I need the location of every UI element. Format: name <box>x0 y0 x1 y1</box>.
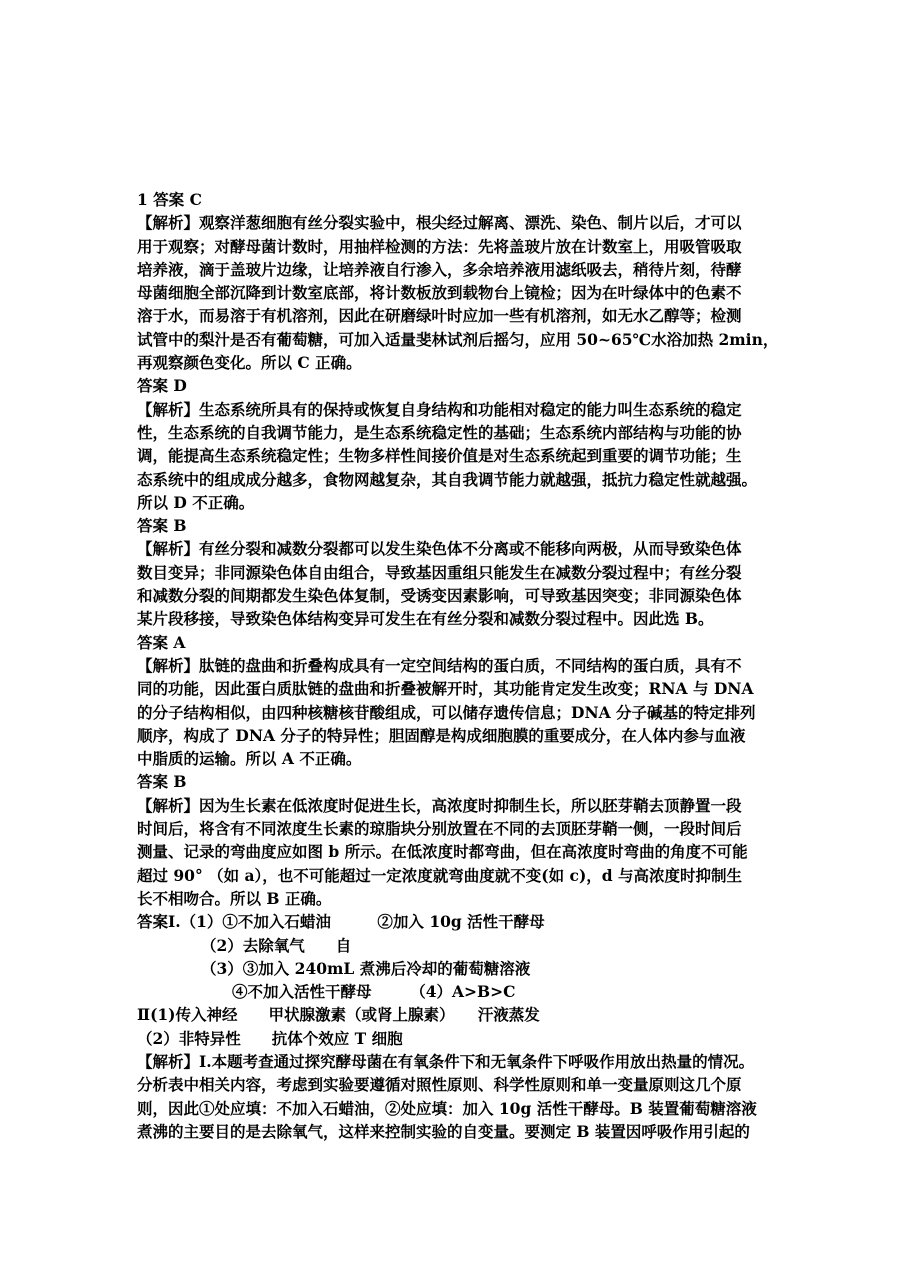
text-line: 答案 B <box>137 772 187 792</box>
text-line: 超过 90° （如 a），也不可能超过一定浓度就弯曲度就不变(如 c)，d 与高浓度时抑制生 <box>137 865 743 885</box>
text-line: 用于观察；对酵母菌计数时，用抽样检测的方法：先将盖玻片放在计数室上，用吸管吸取 <box>137 236 742 256</box>
text-line: （2）非特异性 抗体个效应 T 细胞 <box>137 1028 403 1048</box>
text-line: 再观察颜色变化。所以 C 正确。 <box>137 353 362 373</box>
text-line: 答案 B <box>137 516 187 536</box>
text-line: 时间后，将含有不同浓度生长素的琼脂块分别放置在不同的去顶胚芽鞘一侧，一段时间后 <box>137 819 742 839</box>
text-line: 长不相吻合。所以 B 正确。 <box>137 888 332 908</box>
text-line: 答案 D <box>137 376 187 396</box>
text-line: 则，因此①处应填：不加入石蜡油，②处应填：加入 10g 活性干酵母。B 装置葡萄糖溶液 <box>137 1098 757 1118</box>
text-line: （2）去除氧气 自 <box>201 935 352 955</box>
text-line: 中脂质的运输。所以 A 不正确。 <box>137 749 362 769</box>
text-line: 试管中的梨汁是否有葡萄糖，可加入适量斐林试剂后摇匀，应用 50~65℃水浴加热 2min， <box>137 329 779 349</box>
text-line: 【解析】观察洋葱细胞有丝分裂实验中，根尖经过解离、漂洗、染色、制片以后，才可以 <box>137 213 742 233</box>
text-line: 【解析】肽链的盘曲和折叠构成具有一定空间结构的蛋白质，不同结构的蛋白质，具有不 <box>137 655 742 675</box>
text-line: 培养液，滴于盖玻片边缘，让培养液自行渗入，多余培养液用滤纸吸去，稍待片刻，待酵 <box>137 259 742 279</box>
text-line: 调，能提高生态系统稳定性；生物多样性间接价值是对生态系统起到重要的调节功能；生 <box>137 446 742 466</box>
text-line: 同的功能，因此蛋白质肽链的盘曲和折叠被解开时，其功能肯定发生改变；RNA 与 DNA <box>137 679 754 699</box>
text-line: 性，生态系统的自我调节能力，是生态系统稳定性的基础；生态系统内部结构与功能的协 <box>137 422 742 442</box>
text-line: 1 答案 C <box>137 190 202 209</box>
text-line: 态系统中的组成成分越多，食物网越复杂，其自我调节能力就越强，抵抗力稳定性就越强。 <box>137 469 758 489</box>
text-line: 所以 D 不正确。 <box>137 492 255 512</box>
text-line: 分析表中相关内容，考虑到实验要遵循对照性原则、科学性原则和单一变量原则这几个原 <box>137 1075 742 1095</box>
text-line: 母菌细胞全部沉降到计数室底部，将计数板放到载物台上镜检；因为在叶绿体中的色素不 <box>137 283 742 303</box>
text-line: ④不加入活性干酵母 （4）A>B>C <box>232 982 516 1002</box>
text-line: 答案 A <box>137 632 186 652</box>
text-line: 【解析】因为生长素在低浓度时促进生长，高浓度时抑制生长，所以胚芽鞘去顶静置一段 <box>137 795 742 815</box>
text-line: 【解析】Ⅰ.本题考查通过探究酵母菌在有氧条件下和无氧条件下呼吸作用放出热量的情况。 <box>137 1051 755 1071</box>
text-line: 的分子结构相似，由四种核糖核苷酸组成，可以储存遗传信息；DNA 分子碱基的特定排列 <box>137 702 756 722</box>
text-line: 某片段移接，导致染色体结构变异可发生在有丝分裂和减数分裂过程中。因此选 B。 <box>137 609 714 629</box>
text-line: 和减数分裂的间期都发生染色体复制，受诱变因素影响，可导致基因突变；非同源染色体 <box>137 586 742 606</box>
text-line: 数目变异；非同源染色体自由组合，导致基因重组只能发生在减数分裂过程中；有丝分裂 <box>137 562 742 582</box>
text-line: 【解析】生态系统所具有的保持或恢复自身结构和功能相对稳定的能力叫生态系统的稳定 <box>137 399 742 419</box>
text-line: 【解析】有丝分裂和减数分裂都可以发生染色体不分离或不能移向两极，从而导致染色体 <box>137 539 742 559</box>
text-line: 溶于水，而易溶于有机溶剂，因此在研磨绿叶时应加一些有机溶剂，如无水乙醇等；检测 <box>137 306 742 326</box>
text-line: 煮沸的主要目的是去除氧气，这样来控制实验的自变量。要测定 B 装置因呼吸作用引起的 <box>137 1121 750 1141</box>
text-line: （3）③加入 240mL 煮沸后冷却的葡萄糖溶液 <box>201 958 531 978</box>
text-line: 顺序，构成了 DNA 分子的特异性；胆固醇是构成细胞膜的重要成分，在人体内参与血液 <box>137 725 746 745</box>
text-line: 测量、记录的弯曲度应如图 b 所示。在低浓度时都弯曲，但在高浓度时弯曲的角度不可能 <box>137 842 748 862</box>
text-line: Ⅱ(1)传入神经 甲状腺激素（或肾上腺素） 汗液蒸发 <box>137 1005 540 1025</box>
text-line: 答案Ⅰ.（1）①不加入石蜡油 ②加入 10g 活性干酵母 <box>137 912 545 932</box>
document-body <box>137 188 777 1143</box>
